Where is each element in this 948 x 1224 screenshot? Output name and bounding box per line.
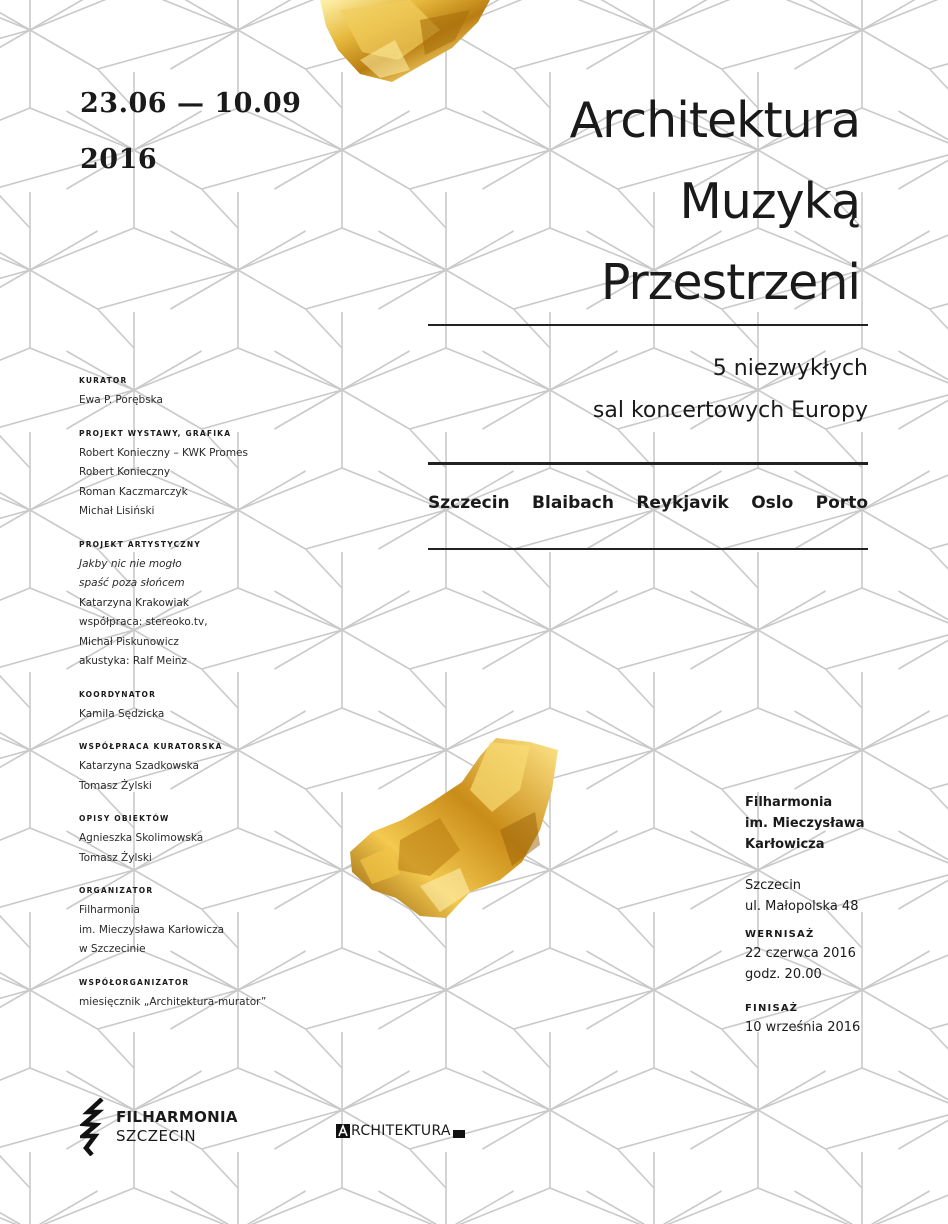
lattice-line bbox=[0, 429, 30, 468]
divider-thin-bottom bbox=[428, 548, 868, 550]
lattice-line bbox=[862, 270, 930, 309]
venue-name-line: im. Mieczysława bbox=[745, 816, 865, 831]
lattice-line bbox=[238, 1188, 342, 1224]
lattice-line bbox=[550, 1188, 654, 1224]
lattice-line bbox=[654, 711, 722, 750]
lattice-line bbox=[862, 951, 930, 990]
lattice-line bbox=[482, 111, 550, 150]
lattice-line bbox=[758, 1110, 826, 1149]
credits-column bbox=[79, 375, 399, 1029]
lattice-line bbox=[550, 870, 618, 909]
credit-heading: WSPÓŁPRACA KURATORSKA bbox=[79, 742, 223, 751]
lattice-line bbox=[862, 471, 930, 510]
opening-heading: WERNISAŻ bbox=[745, 929, 815, 940]
lattice-line bbox=[898, 831, 948, 870]
lattice-line bbox=[0, 750, 30, 789]
lattice-line bbox=[758, 591, 826, 630]
lattice-line bbox=[306, 69, 342, 108]
credit-line: współpraca: stereoko.tv, bbox=[79, 616, 208, 628]
lattice-line bbox=[758, 708, 862, 750]
lattice-line bbox=[0, 828, 30, 870]
lattice-line bbox=[30, 228, 134, 270]
credit-heading: KURATOR bbox=[79, 376, 128, 385]
lattice-line bbox=[306, 270, 446, 309]
lattice-line bbox=[238, 231, 306, 270]
title-line-3: Przestrzeni bbox=[600, 254, 860, 311]
lattice-line bbox=[446, 270, 514, 309]
lattice-line bbox=[306, 1029, 342, 1068]
lattice-line bbox=[862, 711, 930, 750]
lattice-line bbox=[0, 0, 30, 30]
lattice-line bbox=[0, 948, 30, 990]
lattice-line bbox=[514, 990, 654, 1029]
lattice-line bbox=[378, 231, 446, 270]
lattice-line bbox=[654, 30, 722, 69]
lattice-line bbox=[586, 510, 654, 549]
venue-name-line: Filharmonia bbox=[745, 795, 833, 810]
lattice-line bbox=[550, 0, 654, 30]
lattice-line bbox=[514, 309, 550, 348]
lattice-line bbox=[0, 510, 30, 549]
lattice-line bbox=[342, 1068, 446, 1110]
lattice-line bbox=[758, 588, 862, 630]
lattice-line bbox=[30, 270, 98, 309]
lattice-line bbox=[862, 708, 948, 750]
credit-curator bbox=[79, 375, 399, 411]
lattice-line bbox=[98, 309, 134, 348]
lattice-line bbox=[342, 1071, 410, 1110]
lattice-line bbox=[898, 630, 948, 669]
lattice-line bbox=[898, 1071, 948, 1110]
lattice-line bbox=[446, 108, 550, 150]
lattice-line bbox=[170, 231, 238, 270]
lattice-line bbox=[930, 309, 948, 348]
lattice-line bbox=[514, 549, 550, 588]
credit-line: Ewa P. Porębska bbox=[79, 394, 163, 406]
lattice-line bbox=[446, 510, 514, 549]
lattice-line bbox=[550, 948, 654, 990]
lattice-line bbox=[0, 990, 30, 1029]
lattice-line bbox=[586, 750, 654, 789]
lattice-line bbox=[758, 1071, 826, 1110]
lattice-line bbox=[410, 1149, 446, 1188]
credit-line: Kamila Sędzicka bbox=[79, 707, 165, 720]
cities-list bbox=[428, 493, 868, 513]
lattice-line bbox=[202, 189, 238, 228]
lattice-line bbox=[898, 870, 948, 909]
lattice-line bbox=[98, 30, 238, 69]
credit-heading: PROJEKT ARTYSTYCZNY bbox=[79, 539, 202, 549]
lattice-line bbox=[898, 150, 948, 189]
credit-co-organizer bbox=[79, 977, 399, 1013]
lattice-line bbox=[446, 588, 550, 630]
lattice-line bbox=[0, 669, 30, 708]
city-item: Blaibach bbox=[532, 493, 614, 513]
lattice-line bbox=[0, 708, 30, 750]
lattice-line bbox=[930, 549, 948, 588]
lattice-line bbox=[898, 1110, 948, 1149]
lattice-line bbox=[930, 789, 948, 828]
lattice-line bbox=[550, 1068, 654, 1110]
lattice-line bbox=[826, 630, 948, 669]
lattice-line bbox=[410, 189, 446, 228]
lattice-line bbox=[550, 708, 654, 750]
lattice-line bbox=[238, 30, 306, 69]
lattice-line bbox=[446, 951, 514, 990]
lattice-line bbox=[690, 1110, 758, 1149]
lattice-line bbox=[586, 30, 654, 69]
lattice-line bbox=[862, 231, 930, 270]
lattice-line bbox=[862, 468, 948, 510]
lattice-line bbox=[826, 1149, 862, 1188]
lattice-line bbox=[134, 228, 238, 270]
lattice-line bbox=[722, 549, 758, 588]
city-item: Szczecin bbox=[428, 493, 510, 513]
lattice-line bbox=[0, 1188, 30, 1224]
lattice-line bbox=[930, 510, 948, 549]
credit-heading: PROJEKT WYSTAWY, GRAFIKA bbox=[79, 428, 232, 438]
opening-line: 22 czerwca 2016 bbox=[745, 946, 856, 961]
lattice-line bbox=[98, 1029, 134, 1068]
filharmonia-logo-text: FILHARMONIA bbox=[116, 1108, 238, 1126]
lattice-line bbox=[690, 591, 758, 630]
lattice-line bbox=[722, 750, 862, 789]
lattice-line bbox=[722, 30, 862, 69]
lattice-line bbox=[654, 0, 758, 30]
lattice-line bbox=[342, 111, 410, 150]
architektura-logo-mark bbox=[453, 1130, 465, 1138]
credit-line: Katarzyna Szadkowska bbox=[79, 760, 199, 772]
lattice-line bbox=[794, 750, 862, 789]
credit-organizer bbox=[79, 885, 399, 960]
lattice-line bbox=[654, 750, 722, 789]
city-item: Porto bbox=[815, 493, 868, 513]
lattice-line bbox=[482, 630, 550, 669]
lattice-line bbox=[482, 1110, 550, 1149]
lattice-line bbox=[30, 1188, 134, 1224]
credit-line: Roman Kaczmarczyk bbox=[79, 485, 188, 498]
city-item: Reykjavik bbox=[636, 493, 729, 513]
lattice-line bbox=[898, 591, 948, 630]
credit-line: akustyka: Ralf Meinz bbox=[79, 655, 187, 667]
subtitle-line-1: 5 niezwykłych bbox=[712, 356, 868, 381]
opening-line: godz. 20.00 bbox=[745, 967, 822, 982]
poster-subtitle bbox=[593, 348, 868, 432]
credit-heading: WSPÓŁORGANIZATOR bbox=[79, 977, 190, 987]
credit-line: miesięcznik „Architektura-murator” bbox=[79, 995, 267, 1008]
lattice-line bbox=[618, 1110, 758, 1149]
lattice-line bbox=[0, 510, 30, 549]
lattice-line bbox=[134, 1188, 238, 1224]
lattice-line bbox=[898, 390, 948, 429]
credit-line: Tomasz Żylski bbox=[79, 779, 152, 792]
credit-line: Agnieszka Skolimowska bbox=[79, 832, 204, 844]
lattice-line bbox=[826, 1110, 948, 1149]
lattice-line bbox=[550, 630, 618, 669]
lattice-line bbox=[410, 630, 550, 669]
lattice-line bbox=[550, 1071, 618, 1110]
lattice-line bbox=[930, 750, 948, 789]
lattice-line bbox=[654, 948, 758, 990]
lattice-line bbox=[930, 990, 948, 1029]
credit-curatorial-cooperation bbox=[79, 741, 399, 796]
lattice-line bbox=[862, 948, 948, 990]
credit-line-italic: Jakby nic nie mogło bbox=[79, 557, 182, 570]
lattice-line bbox=[618, 630, 758, 669]
credit-line: im. Mieczysława Karłowicza bbox=[79, 923, 225, 936]
lattice-line bbox=[514, 69, 550, 108]
lattice-line bbox=[0, 909, 30, 948]
lattice-line bbox=[238, 228, 342, 270]
credit-line: w Szczecinie bbox=[79, 943, 146, 955]
filharmonia-logo-city: SZCZECIN bbox=[116, 1127, 197, 1145]
lattice-line bbox=[550, 831, 618, 870]
lattice-line bbox=[654, 588, 758, 630]
credit-line: Tomasz Żylski bbox=[79, 851, 152, 864]
lattice-line bbox=[794, 510, 862, 549]
lattice-line bbox=[550, 828, 654, 870]
lattice-line bbox=[0, 270, 30, 309]
lattice-line bbox=[0, 30, 30, 69]
lattice-line bbox=[0, 108, 30, 150]
lattice-line bbox=[758, 630, 826, 669]
lattice-line bbox=[482, 150, 550, 189]
lattice-line bbox=[654, 828, 758, 870]
lattice-line bbox=[618, 669, 654, 708]
credit-artistic bbox=[79, 539, 399, 672]
lattice-line bbox=[758, 0, 862, 30]
lattice-line bbox=[446, 1068, 550, 1110]
credit-descriptions bbox=[79, 813, 399, 868]
lattice-line bbox=[550, 1110, 618, 1149]
credit-heading: ORGANIZATOR bbox=[79, 886, 154, 895]
credit-line: Filharmonia bbox=[79, 904, 140, 916]
lattice-line bbox=[898, 351, 948, 390]
lattice-line bbox=[0, 468, 30, 510]
credit-coordinator bbox=[79, 689, 399, 725]
lattice-line bbox=[586, 711, 654, 750]
lattice-line bbox=[930, 1029, 948, 1068]
lattice-line bbox=[0, 348, 30, 390]
lattice-line bbox=[0, 270, 30, 309]
lattice-line bbox=[586, 951, 654, 990]
architektura-logo-text: RCHITEKTURA bbox=[351, 1123, 451, 1139]
lattice-line bbox=[690, 630, 758, 669]
lattice-line bbox=[550, 591, 618, 630]
credit-line-italic: spaść poza słońcem bbox=[79, 577, 185, 589]
lattice-line bbox=[410, 150, 550, 189]
lattice-line bbox=[342, 108, 446, 150]
lattice-line bbox=[446, 990, 514, 1029]
closing-heading: FINISAŻ bbox=[745, 1003, 799, 1014]
lattice-line bbox=[618, 870, 758, 909]
lattice-line bbox=[482, 351, 550, 390]
lattice-line bbox=[930, 30, 948, 69]
event-year: 2016 bbox=[80, 144, 158, 175]
lattice-line bbox=[654, 951, 722, 990]
lattice-line bbox=[514, 30, 654, 69]
lattice-line bbox=[654, 990, 722, 1029]
lattice-line bbox=[238, 270, 306, 309]
lattice-line bbox=[930, 69, 948, 108]
lattice-line bbox=[342, 1188, 446, 1224]
credit-line: Michał Piskunowicz bbox=[79, 635, 179, 648]
date-range: 23.06 — 10.09 bbox=[80, 88, 302, 119]
subtitle-line-2: sal koncertowych Europy bbox=[592, 398, 868, 423]
lattice-line bbox=[654, 708, 758, 750]
lattice-line bbox=[482, 1071, 550, 1110]
lattice-line bbox=[134, 0, 238, 30]
lattice-line bbox=[898, 111, 948, 150]
venue-address-line: Szczecin bbox=[745, 878, 802, 893]
venue-address-line: ul. Małopolska 48 bbox=[745, 899, 859, 914]
lattice-line bbox=[30, 231, 98, 270]
lattice-line bbox=[586, 990, 654, 1029]
credit-line: Michał Lisiński bbox=[79, 505, 155, 517]
lattice-line bbox=[446, 348, 550, 390]
venue-info bbox=[745, 792, 865, 1038]
lattice-line bbox=[862, 750, 930, 789]
lattice-line bbox=[722, 510, 862, 549]
lattice-line bbox=[862, 510, 930, 549]
lattice-line bbox=[446, 948, 550, 990]
lattice-line bbox=[98, 270, 238, 309]
lattice-line bbox=[342, 228, 446, 270]
title-line-1: Architektura bbox=[569, 92, 860, 149]
lattice-line bbox=[482, 591, 550, 630]
lattice-line bbox=[794, 711, 862, 750]
lattice-line bbox=[0, 750, 30, 789]
lattice-line bbox=[238, 1068, 342, 1110]
divider-thin-top bbox=[428, 324, 868, 326]
lattice-line bbox=[482, 390, 550, 429]
lattice-line bbox=[0, 228, 30, 270]
lattice-line bbox=[654, 1188, 758, 1224]
filharmonia-logo-icon bbox=[80, 1098, 110, 1156]
lattice-line bbox=[862, 228, 948, 270]
lattice-line bbox=[514, 1029, 550, 1068]
closing-line: 10 września 2016 bbox=[745, 1020, 861, 1035]
lattice-line bbox=[862, 990, 930, 1029]
lattice-line bbox=[0, 588, 30, 630]
lattice-line bbox=[0, 1068, 30, 1110]
lattice-line bbox=[758, 1188, 862, 1224]
lattice-line bbox=[274, 1071, 342, 1110]
lattice-line bbox=[0, 30, 30, 69]
city-item: Oslo bbox=[751, 493, 794, 513]
lattice-line bbox=[618, 1149, 654, 1188]
lattice-line bbox=[170, 270, 238, 309]
architektura-logo-icon bbox=[336, 1124, 350, 1138]
poster-title bbox=[570, 80, 860, 323]
architektura-logo bbox=[336, 1123, 465, 1139]
lattice-line bbox=[446, 1188, 550, 1224]
lattice-line bbox=[794, 30, 862, 69]
lattice-line bbox=[0, 1149, 30, 1188]
credit-design bbox=[79, 428, 399, 522]
event-dates bbox=[80, 76, 301, 188]
credit-line: Katarzyna Krakowiak bbox=[79, 596, 189, 609]
title-line-2: Muzyką bbox=[679, 173, 860, 230]
credit-heading: KOORDYNATOR bbox=[79, 689, 157, 699]
lattice-line bbox=[446, 228, 550, 270]
lattice-line bbox=[410, 390, 550, 429]
lattice-line bbox=[826, 669, 862, 708]
divider-thick bbox=[428, 462, 868, 465]
lattice-line bbox=[514, 510, 654, 549]
credit-heading: OPISY OBIEKTÓW bbox=[79, 814, 170, 823]
lattice-line bbox=[930, 270, 948, 309]
lattice-line bbox=[550, 588, 654, 630]
lattice-line bbox=[378, 270, 446, 309]
credit-line: Robert Konieczny bbox=[79, 466, 171, 478]
lattice-line bbox=[758, 1068, 862, 1110]
lattice-line bbox=[274, 1110, 342, 1149]
lattice-line bbox=[654, 510, 722, 549]
lattice-line bbox=[618, 909, 654, 948]
credit-line: Robert Konieczny – KWK Promes bbox=[79, 446, 248, 459]
lattice-line bbox=[410, 669, 446, 708]
lattice-line bbox=[690, 1071, 758, 1110]
filharmonia-logo bbox=[80, 1098, 238, 1156]
lattice-line bbox=[654, 1068, 758, 1110]
lattice-line bbox=[306, 309, 342, 348]
lattice-line bbox=[0, 189, 30, 228]
lattice-line bbox=[30, 30, 98, 69]
lattice-line bbox=[170, 30, 238, 69]
lattice-line bbox=[30, 0, 134, 30]
lattice-line bbox=[342, 150, 410, 189]
lattice-line bbox=[446, 231, 514, 270]
lattice-line bbox=[862, 30, 930, 69]
lattice-line bbox=[0, 990, 30, 1029]
venue-name-line: Karłowicza bbox=[745, 837, 825, 852]
